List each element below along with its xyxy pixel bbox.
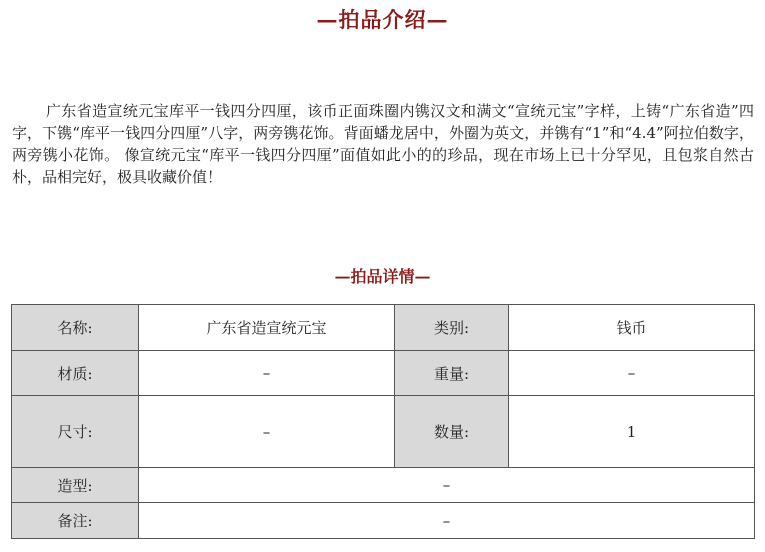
table-row xyxy=(12,503,755,539)
table-row xyxy=(12,305,755,351)
size-value: – xyxy=(139,396,395,468)
weight-value: – xyxy=(509,351,755,396)
size-label: 尺寸: xyxy=(12,396,139,468)
page-title: —拍品介绍— xyxy=(316,7,449,32)
table-row xyxy=(12,396,755,468)
quantity-value: 1 xyxy=(509,396,755,468)
shape-label: 造型: xyxy=(12,468,139,503)
quantity-label: 数量: xyxy=(395,396,509,468)
note-value: – xyxy=(139,503,755,539)
table-row xyxy=(12,351,755,396)
name-label: 名称: xyxy=(12,305,139,351)
category-value: 钱币 xyxy=(509,305,755,351)
details-heading: —拍品详情— xyxy=(334,267,431,286)
material-value: – xyxy=(139,351,395,396)
shape-value: – xyxy=(139,468,755,503)
table-row xyxy=(12,468,755,503)
name-value: 广东省造宣统元宝 xyxy=(139,305,395,351)
note-label: 备注: xyxy=(12,503,139,539)
weight-label: 重量: xyxy=(395,351,509,396)
details-table xyxy=(11,304,755,539)
item-description: 广东省造宣统元宝库平一钱四分四厘，该币正面珠圈内镌汉文和满文“宣统元宝”字样，上铸“广东省造”四字，下镌“库平一钱四分四厘”八字，两旁镌花饰。背面蟠龙居中，外圈为英文，并镌有“1”和“4.4”阿拉伯数字，两旁镌小花饰。 像宣统元宝“库平一钱四分四厘”面值如此小的的珍品，现在市场上已十分罕见，且包浆自然古朴，品相完好，极具收藏价值！ xyxy=(12,102,754,186)
category-label: 类别: xyxy=(395,305,509,351)
material-label: 材质: xyxy=(12,351,139,396)
